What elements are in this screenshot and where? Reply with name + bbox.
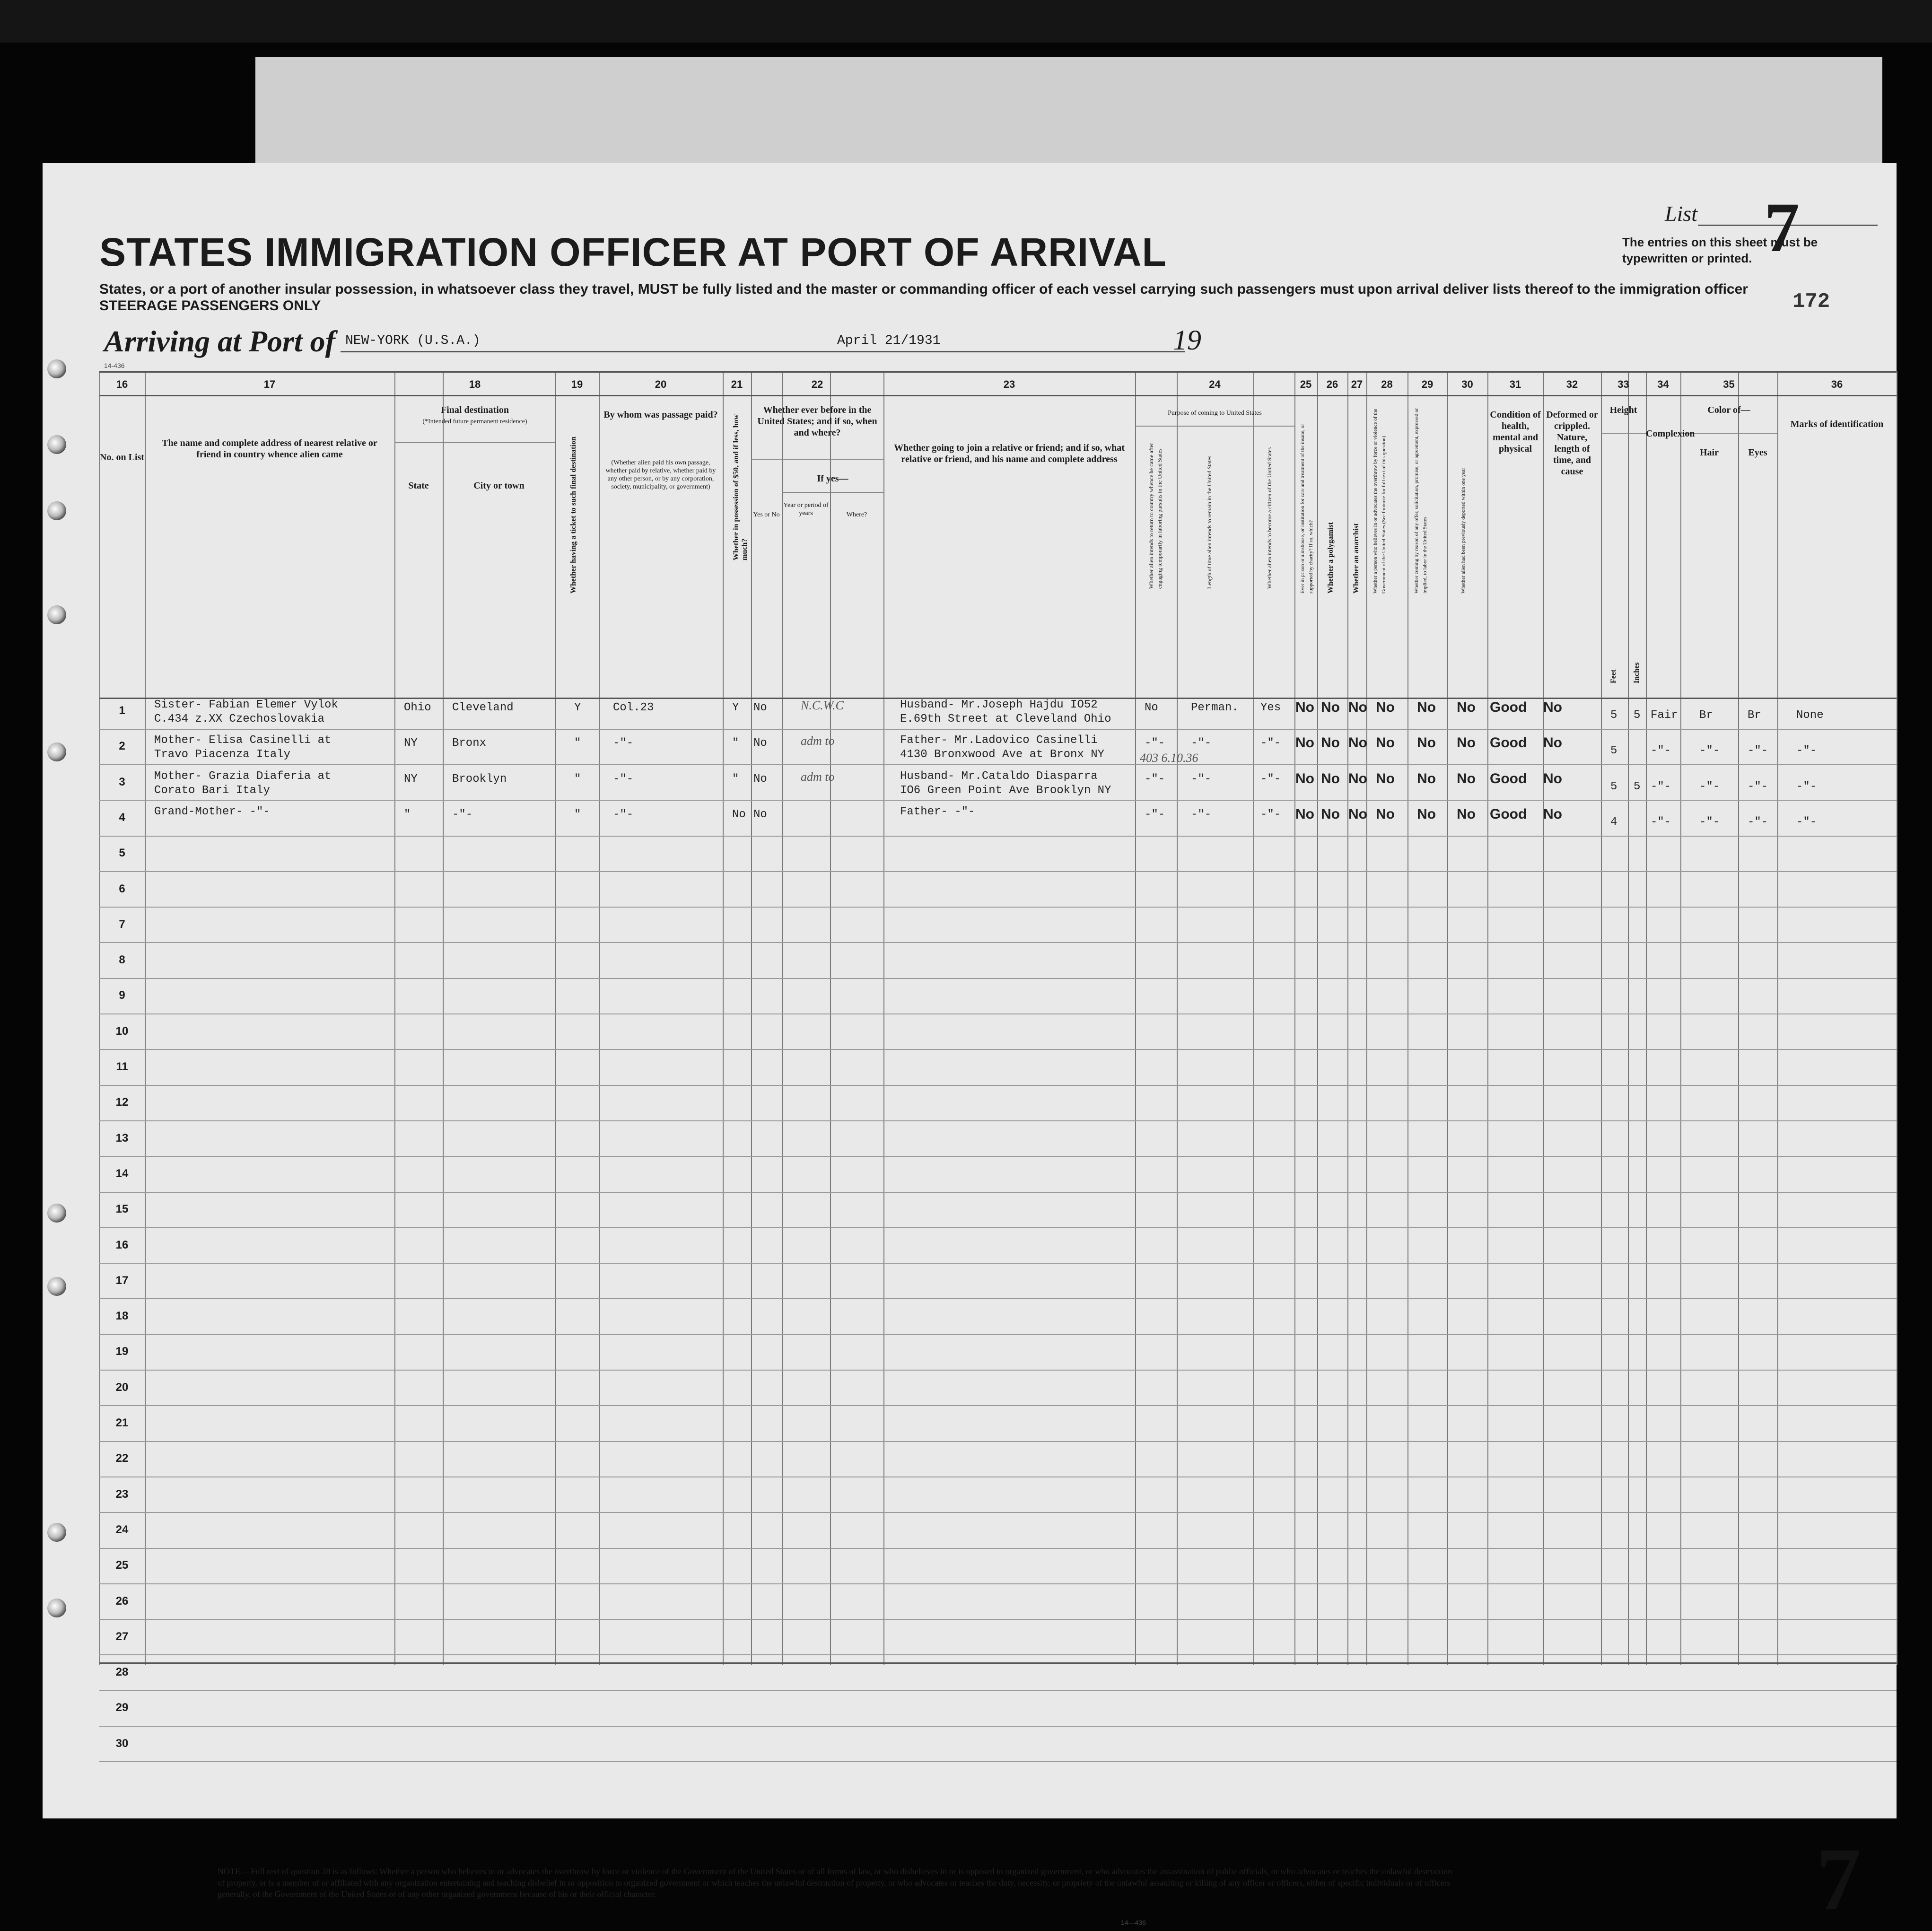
binder-hole xyxy=(47,1599,66,1617)
row-rule xyxy=(99,1263,1897,1264)
deported-value: No xyxy=(1457,771,1476,786)
row-number: 19 xyxy=(115,1345,129,1358)
column-rule xyxy=(830,371,831,1665)
date-line xyxy=(835,351,1185,352)
binder-hole xyxy=(47,1277,66,1296)
column-number: 30 xyxy=(1461,378,1473,390)
header-year: Year or period of years xyxy=(783,502,829,517)
hair-value: -"- xyxy=(1699,780,1720,793)
column-rule xyxy=(723,371,724,1665)
column-rule xyxy=(1447,371,1448,1665)
eyes-value: -"- xyxy=(1748,744,1768,757)
complexion-value: -"- xyxy=(1651,780,1671,793)
overthrow-value: No xyxy=(1376,806,1395,822)
header-deported: Whether alien had been previously deported within one year xyxy=(1460,468,1466,594)
row-number: 4 xyxy=(119,811,125,824)
health-value: Good xyxy=(1490,806,1527,822)
deported-value: No xyxy=(1457,806,1476,822)
relative-address: C.434 z.XX Czechoslovakia xyxy=(154,713,325,725)
column-rule xyxy=(782,371,783,1665)
row-number: 30 xyxy=(115,1737,129,1750)
header-passage-paid-sub: (Whether alien paid his own passage, whether paid by relative, whether paid by any other person, or by any corporation, society, municipality, or government) xyxy=(605,459,716,490)
column-rule xyxy=(1294,371,1295,1665)
deported-value: No xyxy=(1457,735,1476,751)
column-number: 25 xyxy=(1300,378,1312,390)
offer-labor-value: No xyxy=(1417,735,1436,751)
column-rule xyxy=(1317,371,1318,1665)
marks-value: -"- xyxy=(1796,744,1817,757)
row-rule xyxy=(99,871,1897,872)
row-number: 3 xyxy=(119,776,125,788)
row-rule xyxy=(99,1085,1897,1086)
header-if-yes: If yes— xyxy=(817,473,848,484)
subheader-rule xyxy=(751,459,883,460)
binder-hole xyxy=(47,605,66,624)
subheader-rule xyxy=(1680,433,1777,434)
header-state: State xyxy=(408,481,429,491)
header-deformed: Deformed or crippled. Nature, length of time, and cause xyxy=(1546,410,1598,477)
row-rule xyxy=(99,1441,1897,1442)
row-number: 8 xyxy=(119,953,125,966)
header-yes-no: Yes or No xyxy=(753,511,780,518)
column-number: 32 xyxy=(1566,378,1578,390)
header-hair: Hair xyxy=(1700,447,1719,458)
port-line xyxy=(341,351,865,352)
before-in-us: No xyxy=(753,701,767,714)
row-number: 11 xyxy=(116,1060,128,1073)
money-value: Y xyxy=(732,701,739,714)
header-height: Height xyxy=(1609,405,1637,415)
height-feet: 5 xyxy=(1610,780,1617,793)
row-rule xyxy=(99,1227,1897,1228)
header-passage-paid: By whom was passage paid? xyxy=(603,410,718,420)
row-number: 15 xyxy=(115,1203,129,1215)
header-marks: Marks of identification xyxy=(1790,419,1884,429)
polygamist-value: No xyxy=(1321,771,1340,786)
purpose-length: Perman. xyxy=(1191,701,1239,714)
purpose-length: -"- xyxy=(1191,737,1212,750)
height-inches: 5 xyxy=(1634,780,1641,793)
row-number: 24 xyxy=(115,1523,129,1536)
row-number: 10 xyxy=(115,1025,129,1038)
column-rule xyxy=(1253,371,1254,1665)
row-number: 25 xyxy=(115,1559,129,1572)
purpose-citizen: -"- xyxy=(1260,773,1281,786)
film-edge-strip xyxy=(0,0,1932,43)
prison-value: No xyxy=(1295,699,1314,715)
height-feet: 4 xyxy=(1610,816,1617,829)
column-rule xyxy=(1347,371,1348,1665)
row-number: 22 xyxy=(115,1452,129,1465)
header-inches: Inches xyxy=(1633,662,1641,683)
column-number: 20 xyxy=(655,378,667,390)
row-number: 21 xyxy=(115,1416,129,1429)
header-prison: Ever in prison or almshouse, or institution for care and treatment of the insane, or supported by charity? If so, which? xyxy=(1300,424,1314,594)
join-relative-address: IO6 Green Point Ave Brooklyn NY xyxy=(900,784,1111,797)
row-rule xyxy=(99,1120,1897,1121)
destination-city: Cleveland xyxy=(452,701,514,714)
relative-name: Sister- Fabian Elemer Vylok xyxy=(154,699,338,711)
column-rule xyxy=(1628,371,1629,1665)
row-rule xyxy=(99,1156,1897,1157)
column-number: 17 xyxy=(263,378,276,390)
row-number: 5 xyxy=(119,847,125,859)
deformed-value: No xyxy=(1543,771,1562,786)
row-number: 1 xyxy=(119,704,125,717)
relative-address: Corato Bari Italy xyxy=(154,784,270,797)
column-rule xyxy=(1680,371,1681,1665)
complexion-value: -"- xyxy=(1651,816,1671,829)
deformed-value: No xyxy=(1543,806,1562,822)
footnote: NOTE.—Full text of question 28 is as follows: Whether a person who believes in or advocates the overthrow by force or violence of the Government of the United States or of all forms of law, or who disbelieves in or is opposed to organized government, or who advocates the assassination of public officials, or who advocates or teaches the unlawful destruction of property, or is a member of or affiliated with any organization entertaining and teaching disbelief in or opposition to organized government or which teaches the unlawful destruction of property, or who advocates or teaches the duty, necessity, or propriety of the unlawful assaulting or killing of any officer or officers, either of specific individuals or of officers generally, of the Government of the United States or of any other organized government because of his or their official character. xyxy=(218,1867,1452,1899)
port-value: NEW-YORK (U.S.A.) xyxy=(345,333,481,348)
row-number: 9 xyxy=(119,989,125,1002)
row-rule xyxy=(99,1548,1897,1549)
column-rule xyxy=(599,371,600,1665)
deformed-value: No xyxy=(1543,699,1562,715)
row-rule xyxy=(99,942,1897,943)
form-code: 14-436 xyxy=(104,362,125,369)
subheader-rule xyxy=(1601,433,1646,434)
column-number: 16 xyxy=(116,378,128,390)
header-eyes: Eyes xyxy=(1748,447,1767,458)
destination-city: Bronx xyxy=(452,737,487,750)
purpose-return: No xyxy=(1145,701,1158,714)
header-purpose-length: Length of time alien intends to remain in the United States xyxy=(1206,455,1213,589)
height-inches: 5 xyxy=(1634,709,1641,722)
health-value: Good xyxy=(1490,699,1527,715)
row-number: 12 xyxy=(115,1096,129,1109)
column-number: 33 xyxy=(1617,378,1629,390)
row-rule xyxy=(99,1690,1897,1691)
purpose-return: -"- xyxy=(1145,773,1165,786)
column-number: 31 xyxy=(1509,378,1521,390)
header-fifty-dollars: Whether in possession of $50, and if less, how much? xyxy=(732,414,749,560)
purpose-return: -"- xyxy=(1145,737,1165,750)
list-label: List xyxy=(1665,201,1698,226)
manifest-table xyxy=(99,371,1897,1750)
anarchist-value: No xyxy=(1348,806,1367,822)
date-value: April 21/1931 xyxy=(837,333,941,348)
destination-state: " xyxy=(404,808,411,821)
binder-hole xyxy=(47,1204,66,1223)
row-rule xyxy=(99,1405,1897,1406)
column-rule xyxy=(1646,371,1647,1665)
entries-note: The entries on this sheet must be typewritten or printed. xyxy=(1622,235,1818,265)
join-relative-name: Father- -"- xyxy=(900,805,975,818)
join-relative-name: Father- Mr.Ladovico Casinelli xyxy=(900,734,1098,747)
hair-value: Br xyxy=(1699,709,1713,722)
polygamist-value: No xyxy=(1321,806,1340,822)
column-rule xyxy=(1777,371,1778,1665)
anarchist-value: No xyxy=(1348,699,1367,715)
passage-paid-by: -"- xyxy=(613,808,634,821)
header-feet: Feet xyxy=(1609,669,1617,683)
money-value: " xyxy=(732,737,739,750)
column-number: 18 xyxy=(469,378,481,390)
table-bottom-rule xyxy=(99,1662,1897,1664)
relative-name: Grand-Mother- -"- xyxy=(154,805,270,818)
height-feet: 5 xyxy=(1610,709,1617,722)
column-rule xyxy=(1366,371,1367,1665)
row-rule xyxy=(99,1334,1897,1335)
purpose-return: -"- xyxy=(1145,808,1165,821)
offer-labor-value: No xyxy=(1417,699,1436,715)
column-rule xyxy=(751,371,752,1665)
header-rule xyxy=(99,371,1897,373)
binder-hole xyxy=(47,501,66,520)
header-purpose: Purpose of coming to United States xyxy=(1168,410,1262,417)
column-number: 22 xyxy=(811,378,823,390)
binder-hole xyxy=(47,1523,66,1542)
money-value: " xyxy=(732,773,739,786)
row-rule xyxy=(99,1726,1897,1727)
health-value: Good xyxy=(1490,771,1527,786)
header-final-destination: Final destination xyxy=(441,405,509,415)
header-before-in-us: Whether ever before in the United States; and if so, when and where? xyxy=(757,405,877,438)
relative-name: Mother- Elisa Casinelli at xyxy=(154,734,332,747)
manifest-page xyxy=(43,163,1897,1929)
marks-value: -"- xyxy=(1796,780,1817,793)
row-rule xyxy=(99,1370,1897,1371)
list-number: 7 xyxy=(1764,188,1800,267)
purpose-citizen: Yes xyxy=(1260,701,1281,714)
header-anarchist: Whether an anarchist xyxy=(1352,523,1360,594)
binder-hole xyxy=(47,435,66,454)
underlying-sheet xyxy=(255,57,1882,180)
row-number: 6 xyxy=(119,882,125,895)
purpose-note: 403 6.10.36 xyxy=(1140,751,1198,765)
row-number: 23 xyxy=(115,1488,129,1501)
column-rule xyxy=(145,371,146,1665)
column-rule xyxy=(99,371,100,1665)
header-polygamist: Whether a polygamist xyxy=(1327,522,1335,594)
subheader-rule xyxy=(782,492,883,493)
column-number: 27 xyxy=(1351,378,1363,390)
purpose-citizen: -"- xyxy=(1260,737,1281,750)
header-health: Condition of health, mental and physical xyxy=(1490,410,1541,454)
column-rule xyxy=(1135,371,1136,1665)
eyes-value: -"- xyxy=(1748,816,1768,829)
bottom-list-number: 7 xyxy=(1816,1830,1861,1929)
row-rule xyxy=(99,729,1897,730)
prison-value: No xyxy=(1295,771,1314,786)
money-value: No xyxy=(732,808,746,821)
ticket-value: " xyxy=(574,773,581,786)
header-offer-labor: Whether coming by reason of any offer, solicitation, promise, or agreement, expressed or implied, to labor in the United States xyxy=(1414,408,1428,594)
header-ticket: Whether having a ticket to such final destination xyxy=(569,437,577,594)
row-number: 17 xyxy=(115,1274,129,1287)
arriving-label: Arriving at Port of xyxy=(104,324,335,358)
row-number: 16 xyxy=(115,1239,129,1251)
column-number: 19 xyxy=(571,378,583,390)
row-number: 7 xyxy=(119,918,125,931)
hair-value: -"- xyxy=(1699,816,1720,829)
overthrow-value: No xyxy=(1376,735,1395,751)
column-number: 36 xyxy=(1831,378,1843,390)
row-number: 18 xyxy=(115,1310,129,1322)
subheader-rule xyxy=(1135,426,1294,427)
header-overthrow: Whether a person who believes in or advocates the overthrow by force or violence of the Government of the United States (See footnote for full text of this question) xyxy=(1373,409,1387,594)
before-in-us: No xyxy=(753,808,767,821)
row-number: 13 xyxy=(115,1132,129,1145)
row-rule xyxy=(99,1619,1897,1620)
row-rule xyxy=(99,836,1897,837)
offer-labor-value: No xyxy=(1417,806,1436,822)
marks-value: None xyxy=(1796,709,1824,722)
header-final-destination-sub: (*Intended future permanent residence) xyxy=(422,418,527,425)
polygamist-value: No xyxy=(1321,699,1340,715)
eyes-value: Br xyxy=(1748,709,1761,722)
row-rule xyxy=(99,1298,1897,1299)
join-relative-name: Husband- Mr.Joseph Hajdu IO52 xyxy=(900,699,1098,711)
binder-hole xyxy=(47,359,66,378)
header-no-on-list: No. on List xyxy=(100,452,144,463)
row-rule xyxy=(99,764,1897,765)
year-label: 19 xyxy=(1173,324,1201,356)
overthrow-value: No xyxy=(1376,699,1395,715)
page-title: STATES IMMIGRATION OFFICER AT PORT OF ARRIVAL xyxy=(99,230,1167,274)
row-number: 29 xyxy=(115,1701,129,1714)
deported-value: No xyxy=(1457,699,1476,715)
column-rule xyxy=(443,371,444,1665)
row-rule xyxy=(99,907,1897,908)
ticket-value: " xyxy=(574,737,581,750)
eyes-value: -"- xyxy=(1748,780,1768,793)
row-rule xyxy=(99,978,1897,979)
header-where: Where? xyxy=(846,511,867,518)
header-join-relative: Whether going to join a relative or friend; and if so, what relative or friend, and his name and complete address xyxy=(894,443,1125,464)
header-rule xyxy=(99,395,1897,396)
before-note: adm to xyxy=(801,770,835,784)
column-number: 26 xyxy=(1326,378,1338,390)
column-rule xyxy=(555,371,556,1665)
header-purpose-citizen: Whether alien intends to become a citizen of the United States xyxy=(1266,447,1273,589)
join-relative-address: E.69th Street at Cleveland Ohio xyxy=(900,713,1111,725)
ticket-value: " xyxy=(574,808,581,821)
row-rule xyxy=(99,1512,1897,1513)
before-note: N.C.W.C xyxy=(801,699,844,712)
header-city: City or town xyxy=(473,481,525,491)
join-relative-address: 4130 Bronxwood Ave at Bronx NY xyxy=(900,748,1105,761)
destination-city: Brooklyn xyxy=(452,773,507,786)
prison-value: No xyxy=(1295,735,1314,751)
page-number: 172 xyxy=(1792,290,1830,314)
column-rule xyxy=(1407,371,1408,1665)
footnote-code: 14—436 xyxy=(1121,1919,1146,1926)
deformed-value: No xyxy=(1543,735,1562,751)
before-in-us: No xyxy=(753,773,767,786)
anarchist-value: No xyxy=(1348,771,1367,786)
subheader-rule xyxy=(394,442,555,443)
column-rule xyxy=(883,371,884,1665)
destination-city: -"- xyxy=(452,808,473,821)
column-rule xyxy=(1738,371,1739,1665)
destination-state: NY xyxy=(404,737,418,750)
row-rule xyxy=(99,1192,1897,1193)
complexion-value: -"- xyxy=(1651,744,1671,757)
ticket-value: Y xyxy=(574,701,581,714)
row-rule xyxy=(99,1583,1897,1584)
overthrow-value: No xyxy=(1376,771,1395,786)
row-number: 14 xyxy=(115,1167,129,1180)
column-number: 24 xyxy=(1209,378,1221,390)
column-number: 34 xyxy=(1657,378,1669,390)
passage-paid-by: -"- xyxy=(613,773,634,786)
passage-paid-by: -"- xyxy=(613,737,634,750)
passage-paid-by: Col.23 xyxy=(613,701,654,714)
complexion-value: Fair xyxy=(1651,709,1678,722)
height-feet: 5 xyxy=(1610,744,1617,757)
join-relative-name: Husband- Mr.Cataldo Diasparra xyxy=(900,770,1098,783)
header-purpose-return: Whether alien intends to return to country whence he came after engaging temporarily in laboring pursuits in the United States xyxy=(1148,443,1163,589)
anarchist-value: No xyxy=(1348,735,1367,751)
relative-address: Travo Piacenza Italy xyxy=(154,748,291,761)
column-number: 28 xyxy=(1381,378,1393,390)
column-number: 29 xyxy=(1421,378,1434,390)
prison-value: No xyxy=(1295,806,1314,822)
destination-state: NY xyxy=(404,773,418,786)
hair-value: -"- xyxy=(1699,744,1720,757)
column-number: 23 xyxy=(1003,378,1015,390)
row-number: 20 xyxy=(115,1381,129,1394)
offer-labor-value: No xyxy=(1417,771,1436,786)
row-number: 27 xyxy=(115,1630,129,1643)
polygamist-value: No xyxy=(1321,735,1340,751)
row-rule xyxy=(99,1761,1897,1762)
binder-hole xyxy=(47,743,66,761)
header-relative-address: The name and complete address of nearest relative or friend in country whence alien came xyxy=(162,438,377,460)
row-number: 26 xyxy=(115,1595,129,1608)
column-rule xyxy=(394,371,395,1665)
row-rule xyxy=(99,1654,1897,1655)
column-rule xyxy=(1487,371,1488,1665)
intro-text: States, or a port of another insular possession, in whatsoever class they travel, MUST be fully listed and the master or commanding officer of each vessel carrying such passengers must upon arrival deliver lists thereof to the immigration officer xyxy=(99,281,1748,297)
row-number: 28 xyxy=(115,1666,129,1678)
column-rule xyxy=(1601,371,1602,1665)
relative-name: Mother- Grazia Diaferia at xyxy=(154,770,332,783)
column-number: 21 xyxy=(731,378,743,390)
marks-value: -"- xyxy=(1796,816,1817,829)
column-rule xyxy=(1177,371,1178,1665)
column-number: 35 xyxy=(1723,378,1735,390)
before-note: adm to xyxy=(801,734,835,748)
row-rule xyxy=(99,800,1897,801)
steerage-label: STEERAGE PASSENGERS ONLY xyxy=(99,298,321,314)
destination-state: Ohio xyxy=(404,701,431,714)
column-rule xyxy=(1543,371,1544,1665)
health-value: Good xyxy=(1490,735,1527,751)
header-color: Color of— xyxy=(1707,405,1750,415)
header-complexion: Complexion xyxy=(1646,428,1695,439)
row-rule xyxy=(99,1049,1897,1050)
purpose-length: -"- xyxy=(1191,773,1212,786)
purpose-citizen: -"- xyxy=(1260,808,1281,821)
before-in-us: No xyxy=(753,737,767,750)
purpose-length: -"- xyxy=(1191,808,1212,821)
row-number: 2 xyxy=(119,740,125,752)
